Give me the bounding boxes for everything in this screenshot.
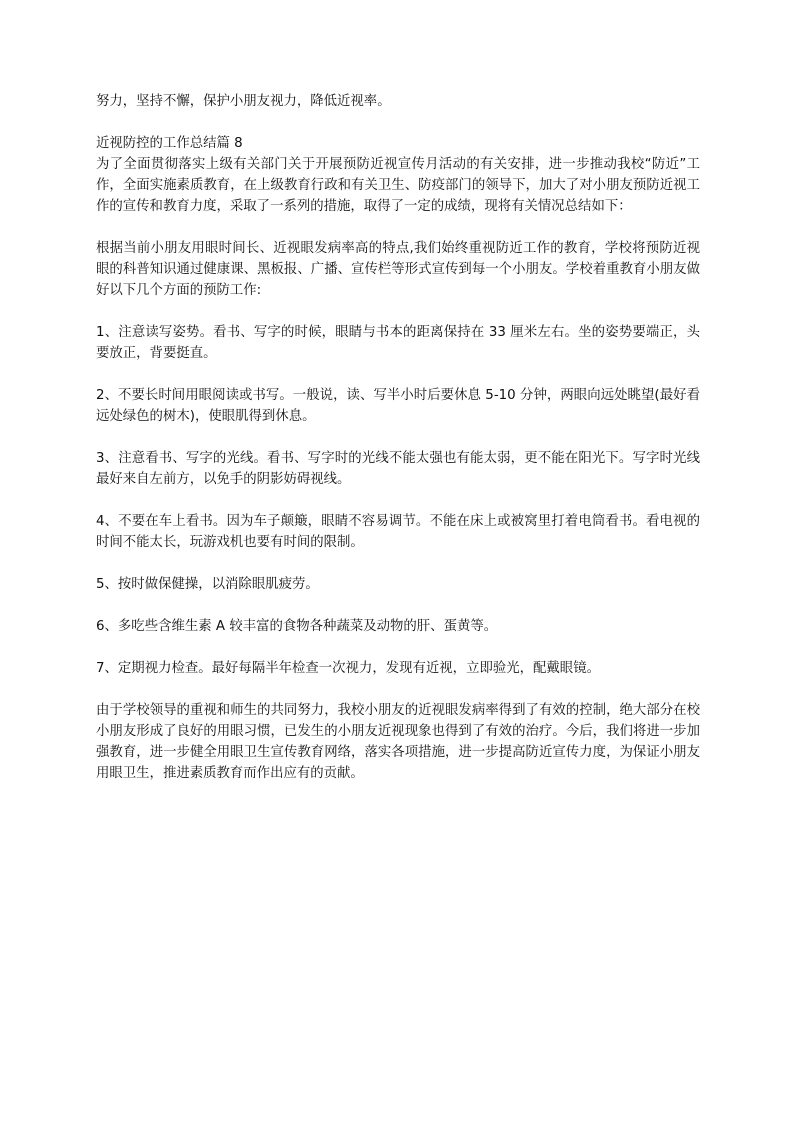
list-item: 1、注意读写姿势。看书、写字的时候，眼睛与书本的距离保持在 33 厘米左右。坐的姿势要端正，头要放正，背要挺直。	[96, 325, 700, 361]
list-item: 5、按时做保健操，以消除眼肌疲劳。	[96, 577, 319, 592]
list-item: 7、定期视力检查。最好每隔半年检查一次视力，发现有近视，立即验光，配戴眼镜。	[96, 661, 600, 676]
section-title: 近视防控的工作总结篇 8	[96, 136, 243, 151]
list-item: 6、多吃些含维生素 A 较丰富的食物各种蔬菜及动物的肝、蛋黄等。	[96, 619, 498, 634]
intro-tail-text: 努力，坚持不懈，保护小朋友视力，降低近视率。	[96, 94, 391, 109]
paragraph: 为了全面贯彻落实上级有关部门关于开展预防近视宣传月活动的有关安排，进一步推动我校“防近”工作，全面实施素质教育，在上级教育行政和有关卫生、防疫部门的领导下，加大了对小朋友预防近视工作的宣传和教育力度，采取了一系列的措施，取得了一定的成绩，现将有关情况总结如下：	[96, 157, 700, 214]
list-item: 4、不要在车上看书。因为车子颠簸，眼睛不容易调节。不能在床上或被窝里打着电筒看书。看电视的时间不能太长，玩游戏机也要有时间的限制。	[96, 514, 700, 550]
list-item: 3、注意看书、写字的光线。看书、写字时的光线不能太强也有能太弱，更不能在阳光下。写字时光线最好来自左前方，以免手的阴影妨碍视线。	[96, 451, 700, 487]
paragraph: 由于学校领导的重视和师生的共同努力，我校小朋友的近视眼发病率得到了有效的控制，绝大部分在校小朋友形成了良好的用眼习惯，已发生的小朋友近视现象也得到了有效的治疗。今后，我们将进一步加强教育，进一步健全用眼卫生宣传教育网络，落实各项措施，进一步提高防近宣传力度，为保证小朋友用眼卫生，推进素质教育而作出应有的贡献。	[96, 703, 700, 781]
document-page	[96, 91, 700, 805]
paragraph: 根据当前小朋友用眼时间长、近视眼发病率高的特点,我们始终重视防近工作的教育，学校将预防近视眼的科普知识通过健康课、黑板报、广播、宣传栏等形式宣传到每一个小朋友。学校着重教育小朋友做好以下几个方面的预防工作:	[96, 241, 700, 298]
list-item: 2、不要长时间用眼阅读或书写。一般说，读、写半小时后要休息 5-10 分钟，两眼向远处眺望(最好看远处绿色的树木)，使眼肌得到休息。	[96, 388, 700, 424]
